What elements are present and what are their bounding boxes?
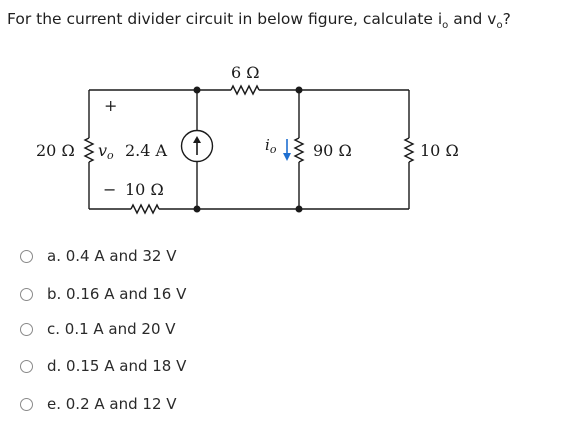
resistor-10ohm-right bbox=[405, 138, 413, 162]
question-io-subscript: o bbox=[442, 20, 449, 32]
node-top-90ohm bbox=[296, 87, 303, 94]
label-6ohm: 6 Ω bbox=[231, 63, 260, 82]
question-vo-subscript: o bbox=[496, 20, 503, 32]
label-source: 2.4 A bbox=[125, 141, 168, 160]
resistor-20ohm bbox=[85, 138, 93, 162]
question-part-1: For the current divider circuit in below figure, calculate i bbox=[7, 10, 443, 28]
io-arrow-icon bbox=[283, 139, 291, 161]
label-vo-sub: o bbox=[107, 149, 114, 162]
node-top-source bbox=[194, 87, 201, 94]
option-c-label: c. 0.1 A and 20 V bbox=[47, 320, 176, 338]
node-bottom-90ohm bbox=[296, 206, 303, 213]
node-bottom-source bbox=[194, 206, 201, 213]
label-minus: − bbox=[103, 180, 117, 199]
option-d-label: d. 0.15 A and 18 V bbox=[47, 357, 187, 375]
resistor-6ohm bbox=[231, 86, 259, 94]
resistor-10ohm-bottom bbox=[131, 205, 159, 213]
option-c[interactable] bbox=[20, 319, 176, 339]
radio-a[interactable] bbox=[20, 250, 33, 263]
label-20ohm: 20 Ω bbox=[36, 141, 75, 160]
label-90ohm: 90 Ω bbox=[313, 141, 352, 160]
option-d[interactable] bbox=[20, 356, 186, 376]
radio-c[interactable] bbox=[20, 323, 33, 336]
label-10ohm-bottom: 10 Ω bbox=[125, 180, 164, 199]
label-10ohm-right: 10 Ω bbox=[420, 141, 459, 160]
resistor-90ohm bbox=[295, 138, 303, 162]
question-part-3: ? bbox=[502, 10, 511, 28]
radio-b[interactable] bbox=[20, 288, 33, 301]
label-io-i: i bbox=[265, 136, 270, 154]
option-a[interactable] bbox=[20, 246, 177, 266]
label-io-sub: o bbox=[269, 143, 277, 156]
label-plus: + bbox=[104, 96, 118, 115]
option-a-label: a. 0.4 A and 32 V bbox=[47, 247, 177, 265]
radio-d[interactable] bbox=[20, 360, 33, 373]
label-vo-v: v bbox=[98, 141, 108, 160]
label-vo bbox=[98, 141, 114, 162]
radio-e[interactable] bbox=[20, 398, 33, 411]
source-arrow-icon bbox=[193, 136, 201, 155]
option-e-label: e. 0.2 A and 12 V bbox=[47, 395, 177, 413]
option-b[interactable] bbox=[20, 284, 186, 304]
question-part-2: and v bbox=[448, 10, 497, 28]
option-b-label: b. 0.16 A and 16 V bbox=[47, 285, 187, 303]
label-io bbox=[265, 136, 277, 156]
option-e[interactable] bbox=[20, 394, 177, 414]
